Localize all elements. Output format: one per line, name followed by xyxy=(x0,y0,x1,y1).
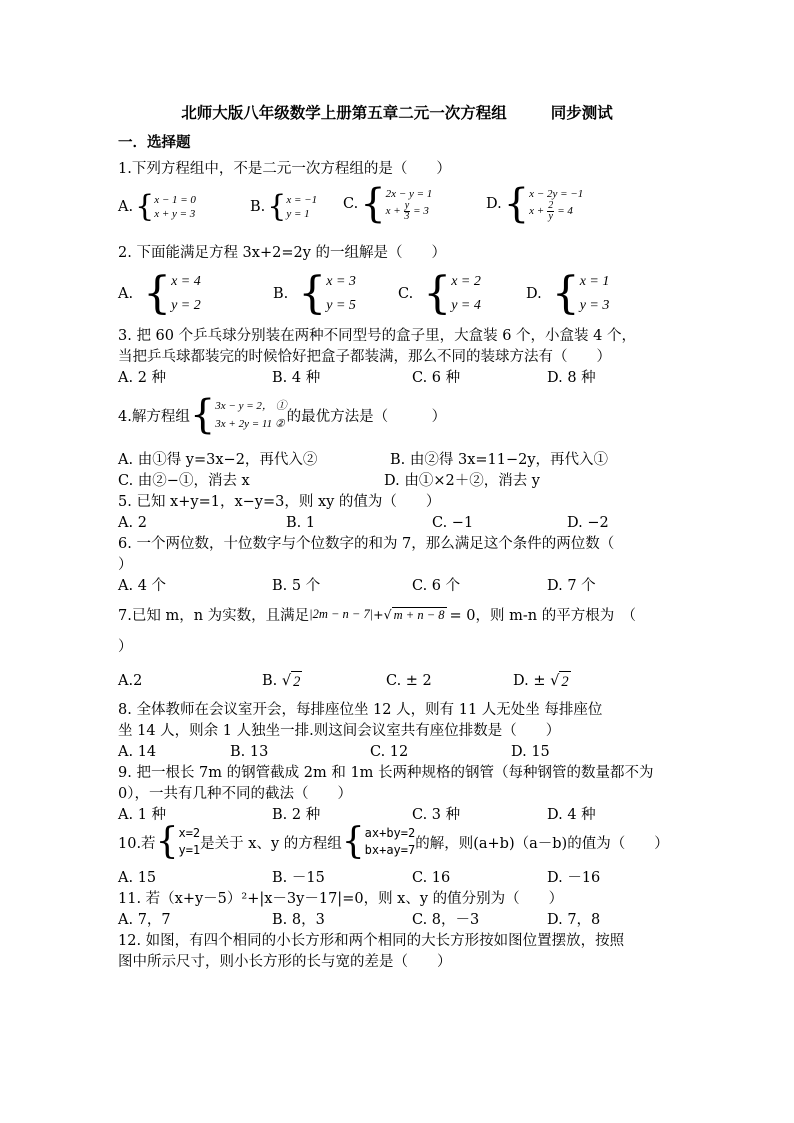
q1-stem: 1.下列方程组中，不是二元一次方程组的是（ ） xyxy=(118,161,451,177)
q6-option-a: A. 4 个 xyxy=(118,578,167,594)
q11-option-c: C. 8，－3 xyxy=(412,912,480,928)
q6-option-c: C. 6 个 xyxy=(412,578,461,594)
q4-option-c: C. 由②−①，消去 x xyxy=(118,473,250,489)
q1-options xyxy=(118,181,678,230)
title-main: 北师大版八年级数学上册第五章二元一次方程组 xyxy=(181,104,507,122)
q6-stem-line2: ） xyxy=(118,557,133,573)
q6-option-d: D. 7 个 xyxy=(547,578,596,594)
brace-icon: { xyxy=(341,821,365,862)
q5-option-a: A. 2 xyxy=(118,515,147,531)
q8-option-b: B. 13 xyxy=(230,744,269,760)
q2-options xyxy=(118,268,678,319)
q1-option-c: C. { 2x − y = 1 x + $\frac{y}{3}$ = 3 xyxy=(343,181,433,227)
sqrt-icon: √ m + n − 8 xyxy=(383,606,445,622)
sqrt-icon: √ 2 xyxy=(281,673,301,690)
q5-stem: 5. 已知 x+y=1，x−y=3，则 xy 的值为（ ） xyxy=(118,494,441,510)
q7-option-a: A.2 xyxy=(118,673,143,689)
q3-option-c: C. 6 种 xyxy=(412,370,461,386)
q9-stem-line2: 0），一共有几种不同的截法（ ） xyxy=(118,786,352,802)
q3-option-a: A. 2 种 xyxy=(118,370,167,386)
q1-option-a: A. { x − 1 = 0 x + y = 3 xyxy=(118,189,196,224)
q10-option-d: D. －16 xyxy=(547,870,601,886)
brace-icon: { xyxy=(298,268,327,319)
brace-icon: { xyxy=(267,189,287,224)
q3-option-b: B. 4 种 xyxy=(272,370,321,386)
q11-option-a: A. 7，7 xyxy=(118,912,171,928)
brace-icon: { xyxy=(189,392,216,438)
worksheet-title xyxy=(0,101,794,123)
q10-option-c: C. 16 xyxy=(412,870,451,886)
q12-stem-line2: 图中所示尺寸，则小长方形的长与宽的差是（ ） xyxy=(118,954,452,970)
q5-option-d: D. −2 xyxy=(567,515,609,531)
q10-option-b: B. －15 xyxy=(272,870,325,886)
q8-option-d: D. 15 xyxy=(511,744,550,760)
q2-option-c: C. { x = 2 y = 4 xyxy=(398,268,481,319)
q8-stem-line1: 8. 全体教师在会议室开会，每排座位坐 12 人，则有 11 人无处坐 每排座位 xyxy=(118,702,603,718)
q8-stem-line2: 坐 14 人，则余 1 人独坐一排.则这间会议室共有座位排数是（ ） xyxy=(118,723,561,739)
q9-stem-line1: 9. 把一根长 7m 的钢管截成 2m 和 1m 长两种规格的钢管（每种钢管的数量都不为 xyxy=(118,765,654,781)
brace-icon: { xyxy=(423,268,452,319)
q9-option-d: D. 4 种 xyxy=(547,807,596,823)
q4-option-d: D. 由①×2＋②，消去 y xyxy=(384,473,541,489)
q4-option-a: A. 由①得 y=3x−2，再代入② xyxy=(118,452,318,468)
q3-stem-line2: 当把乒乓球都装完的时候恰好把盒子都装满，那么不同的装球方法有（ ） xyxy=(118,349,611,365)
q2-option-a: A. { x = 4 y = 2 xyxy=(118,268,201,319)
q9-option-a: A. 1 种 xyxy=(118,807,167,823)
q2-stem: 2. 下面能满足方程 3x+2=2y 的一组解是（ ） xyxy=(118,245,447,261)
q4-stem: 4.解方程组 { 3x − y = 2， ① 3x + 2y = 11 ② 的最优方法是（ ） xyxy=(118,392,447,438)
title-sub: 同步测试 xyxy=(550,104,613,122)
q8-option-c: C. 12 xyxy=(370,744,409,760)
q4-option-b: B. 由②得 3x=11−2y，再代入① xyxy=(390,452,609,468)
brace-icon: { xyxy=(143,268,172,319)
brace-icon: { xyxy=(503,181,530,227)
q2-option-d: D. { x = 1 y = 3 xyxy=(526,268,610,319)
q2-option-b: B. { x = 3 y = 5 xyxy=(273,268,356,319)
brace-icon: { xyxy=(135,189,155,224)
q1-option-d: D. { x − 2y = −1 x + $\frac{2}{y}$ = 4 xyxy=(486,181,584,227)
q7-stem-line2: ） xyxy=(118,639,133,655)
q5-option-c: C. −1 xyxy=(432,515,474,531)
sqrt-icon: √ 2 xyxy=(550,673,569,690)
q10-option-a: A. 15 xyxy=(118,870,157,886)
q1-option-b: B. { x = −1 y = 1 xyxy=(250,189,318,224)
q6-option-b: B. 5 个 xyxy=(272,578,321,594)
q3-option-d: D. 8 种 xyxy=(547,370,596,386)
section-heading: 一．选择题 xyxy=(118,135,191,151)
q6-stem-line1: 6. 一个两位数，十位数字与个位数字的和为 7，那么满足这个条件的两位数（ xyxy=(118,536,615,552)
q7-option-d: D. ± √ 2 xyxy=(513,673,569,690)
q5-option-b: B. 1 xyxy=(286,515,316,531)
q7-stem: 7.已知 m，n 为实数，且满足 |2m − n − 7| + √ m + n − 8 = 0，则 m-n 的平方根为 （ xyxy=(118,606,636,624)
brace-icon: { xyxy=(360,181,386,227)
q9-option-c: C. 3 种 xyxy=(412,807,461,823)
q12-stem-line1: 12. 如图，有四个相同的小长方形和两个相同的大长方形按如图位置摆放，按照 xyxy=(118,933,625,949)
brace-icon: { xyxy=(551,268,580,319)
q7-option-b: B. √ 2 xyxy=(262,673,301,690)
q11-option-b: B. 8，3 xyxy=(272,912,325,928)
q11-stem: 11. 若（x+y－5）²+|x－3y－17|=0，则 x、y 的值分别为（ ） xyxy=(118,891,564,907)
q10-stem: 10.若 { x=2 y=1 是关于 x、y 的方程组 { ax+by=2 bx+ay=7 的解，则(a+b)（a－b)的值为（ ） xyxy=(118,821,669,862)
q3-stem-line1: 3. 把 60 个乒乓球分别装在两种不同型号的盒子里，大盒装 6 个，小盒装 4 个， xyxy=(118,328,636,344)
q8-option-a: A. 14 xyxy=(118,744,157,760)
q11-option-d: D. 7，8 xyxy=(547,912,601,928)
q7-option-c: C. ± 2 xyxy=(386,673,432,689)
brace-icon: { xyxy=(155,821,179,862)
q9-option-b: B. 2 种 xyxy=(272,807,321,823)
